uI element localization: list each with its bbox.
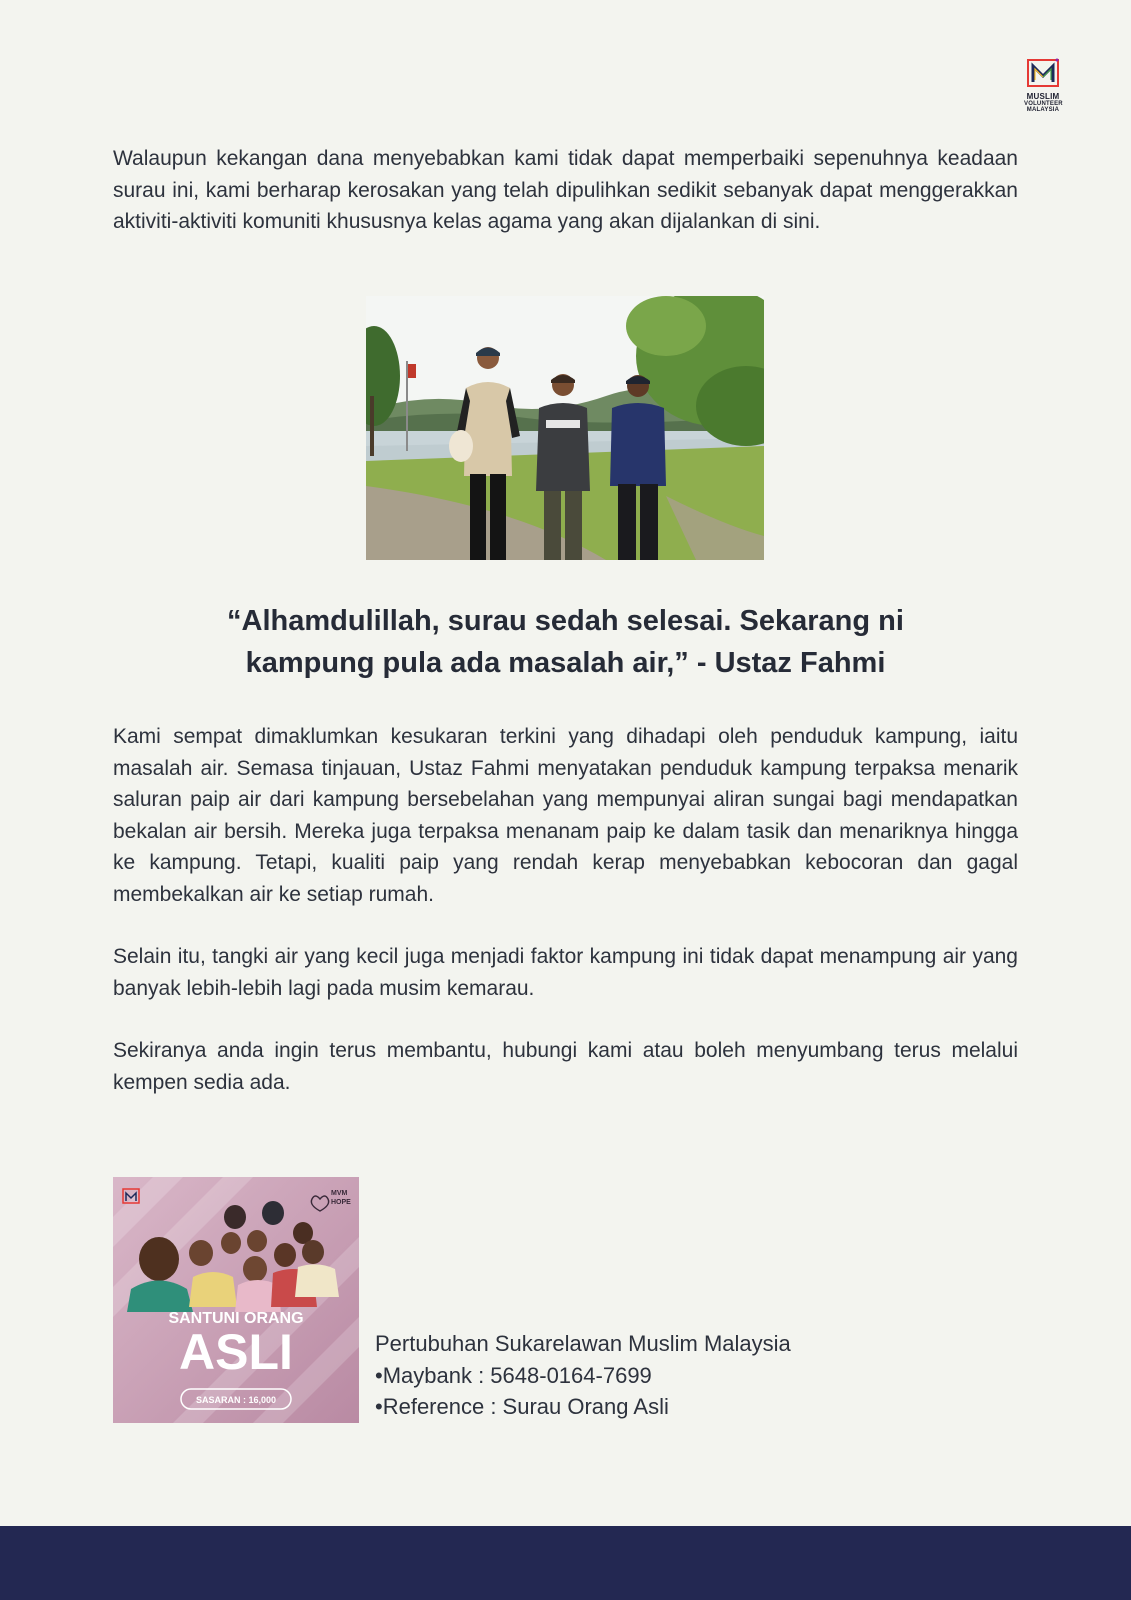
quote-line-1: “Alhamdulillah, surau sedah selesai. Sekarang ni: [227, 605, 904, 637]
donation-org: Pertubuhan Sukarelawan Muslim Malaysia: [375, 1331, 791, 1356]
donation-bank: •Maybank : 5648-0164-7699: [375, 1362, 652, 1388]
footer-bar: [0, 1526, 1131, 1600]
donation-reference: •Reference : Surau Orang Asli: [375, 1394, 669, 1419]
santuni-orang-asli-poster: [113, 1177, 359, 1423]
logo-text-malaysia: MALAYSIA: [1026, 107, 1060, 113]
muslim-volunteer-malaysia-logo: [1024, 58, 1063, 113]
poster-title-small: SANTUNI ORANG: [168, 1310, 304, 1327]
water-tank-paragraph: Selain itu, tangki air yang kecil juga menjadi faktor kampung ini tidak dapat menampung air yang banyak lebih-lebih lagi pada musim kemarau.: [113, 945, 1018, 1000]
volunteers-photo-illustration: [366, 296, 764, 560]
donation-details: [375, 1328, 791, 1423]
intro-paragraph: Walaupun kekangan dana menyebabkan kami tidak dapat memperbaiki sepenuhnya keadaan surau ini, kami berharap kerosakan yang telah dipulihkan sedikit sebanyak dapat menggerakkan aktiviti-aktiviti komuniti khususnya kelas agama yang akan dijalankan di sini.: [113, 147, 1018, 233]
poster-title-big: ASLI: [179, 1324, 293, 1380]
water-problem-paragraph: Kami sempat dimaklumkan kesukaran terkini yang dihadapi oleh penduduk kampung, iaitu masalah air. Semasa tinjauan, Ustaz Fahmi menyatakan penduduk kampung terpaksa menarik saluran paip air dari kampung bersebelahan yang mempunyai aliran sungai bagi mendapatkan bekalan air bersih. Mereka juga terpaksa menanam paip ke dalam tasik dan menariknya hingga ke kampung. Tetapi, kualiti paip yang rendah kerap menyebabkan kebocoran dan gagal membekalkan air ke setiap rumah.: [113, 725, 1018, 906]
call-to-action-paragraph: Sekiranya anda ingin terus membantu, hubungi kami atau boleh menyumbang terus melalui kempen sedia ada.: [113, 1039, 1018, 1094]
ustaz-fahmi-quote: [150, 600, 981, 684]
poster-partner-line1: MVM: [331, 1190, 348, 1197]
logo-text-muslim: MUSLIM: [1026, 92, 1060, 101]
logo-text-volunteer: VOLUNTEER: [1024, 101, 1063, 107]
volunteers-photo: [366, 296, 764, 560]
poster-partner-line2: HOPE: [331, 1199, 351, 1206]
logo-m-icon: [1026, 58, 1060, 88]
quote-line-2: kampung pula ada masalah air,” - Ustaz Fahmi: [245, 647, 886, 679]
poster-target: SASARAN : 16,000: [195, 1395, 277, 1405]
campaign-poster-graphic: [113, 1177, 359, 1423]
